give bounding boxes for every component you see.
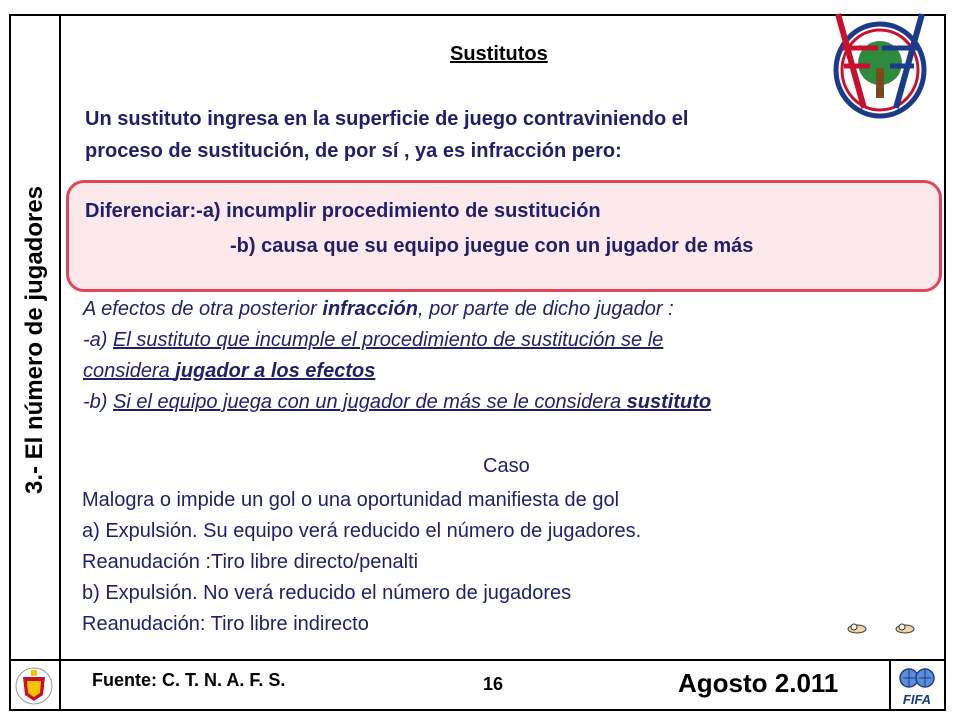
footer-source: Fuente: C. T. N. A. F. S. <box>92 670 286 690</box>
fifa-logo <box>893 664 941 708</box>
effects-line-2 <box>83 325 943 356</box>
footer-separator <box>59 660 61 711</box>
effects-text: , por parte de dicho jugador : <box>417 298 674 320</box>
effects-bold-text: infracción <box>322 298 418 320</box>
page-number: 16 <box>483 674 504 694</box>
intro-line-2: proceso de sustitución, de por sí , ya es infracción pero: <box>85 140 622 162</box>
case-line: Reanudación :Tiro libre directo/penalti <box>82 551 419 573</box>
effects-line-3 <box>83 356 943 387</box>
intro-text <box>85 103 865 167</box>
footer-divider <box>9 659 946 661</box>
footer-separator <box>889 660 891 711</box>
difference-line-2: -b) causa que su equipo juegue con un jugador de más <box>230 235 754 257</box>
effects-underlined-text: considera <box>83 360 176 382</box>
case-line: b) Expulsión. No verá reducido el número de jugadores <box>82 582 572 604</box>
effects-line-1 <box>83 294 943 325</box>
case-line: Reanudación: Tiro libre indirecto <box>82 613 369 635</box>
effects-text: A efectos de otra posterior <box>83 298 323 320</box>
case-line: Malogra o impide un gol o una oportunidad manifiesta de gol <box>82 489 620 511</box>
intro-line-1: Un sustituto ingresa en la superficie de juego contraviniendo el <box>85 108 689 130</box>
case-line: a) Expulsión. Su equipo verá reducido el número de jugadores. <box>82 520 642 542</box>
fifa-logo-text: FIFA <box>902 692 932 707</box>
effects-text: -b) <box>83 391 113 413</box>
effects-block <box>83 294 943 418</box>
ball-icon <box>894 622 916 634</box>
slide-heading: Sustitutos <box>450 43 548 65</box>
effects-bold-underlined-text: jugador a los efectos <box>175 360 376 382</box>
effects-bold-underlined-text: sustituto <box>626 391 712 413</box>
federation-crest-logo <box>13 665 55 707</box>
case-title: Caso <box>483 455 530 477</box>
effects-underlined-text: Si el equipo juega con un jugador de más se le considera <box>113 391 627 413</box>
effects-underlined-text: El sustituto que incumple el procedimiento de sustitución se le <box>113 329 664 351</box>
effects-text: -a) <box>83 329 113 351</box>
footer-date: Agosto 2.011 <box>678 668 839 698</box>
case-block <box>82 485 942 640</box>
ball-icon <box>846 622 868 634</box>
difference-line-1: Diferenciar:-a) incumplir procedimiento de sustitución <box>85 200 601 222</box>
sidebar-title: 3.- El número de jugadores <box>21 185 48 495</box>
effects-line-4 <box>83 387 943 418</box>
